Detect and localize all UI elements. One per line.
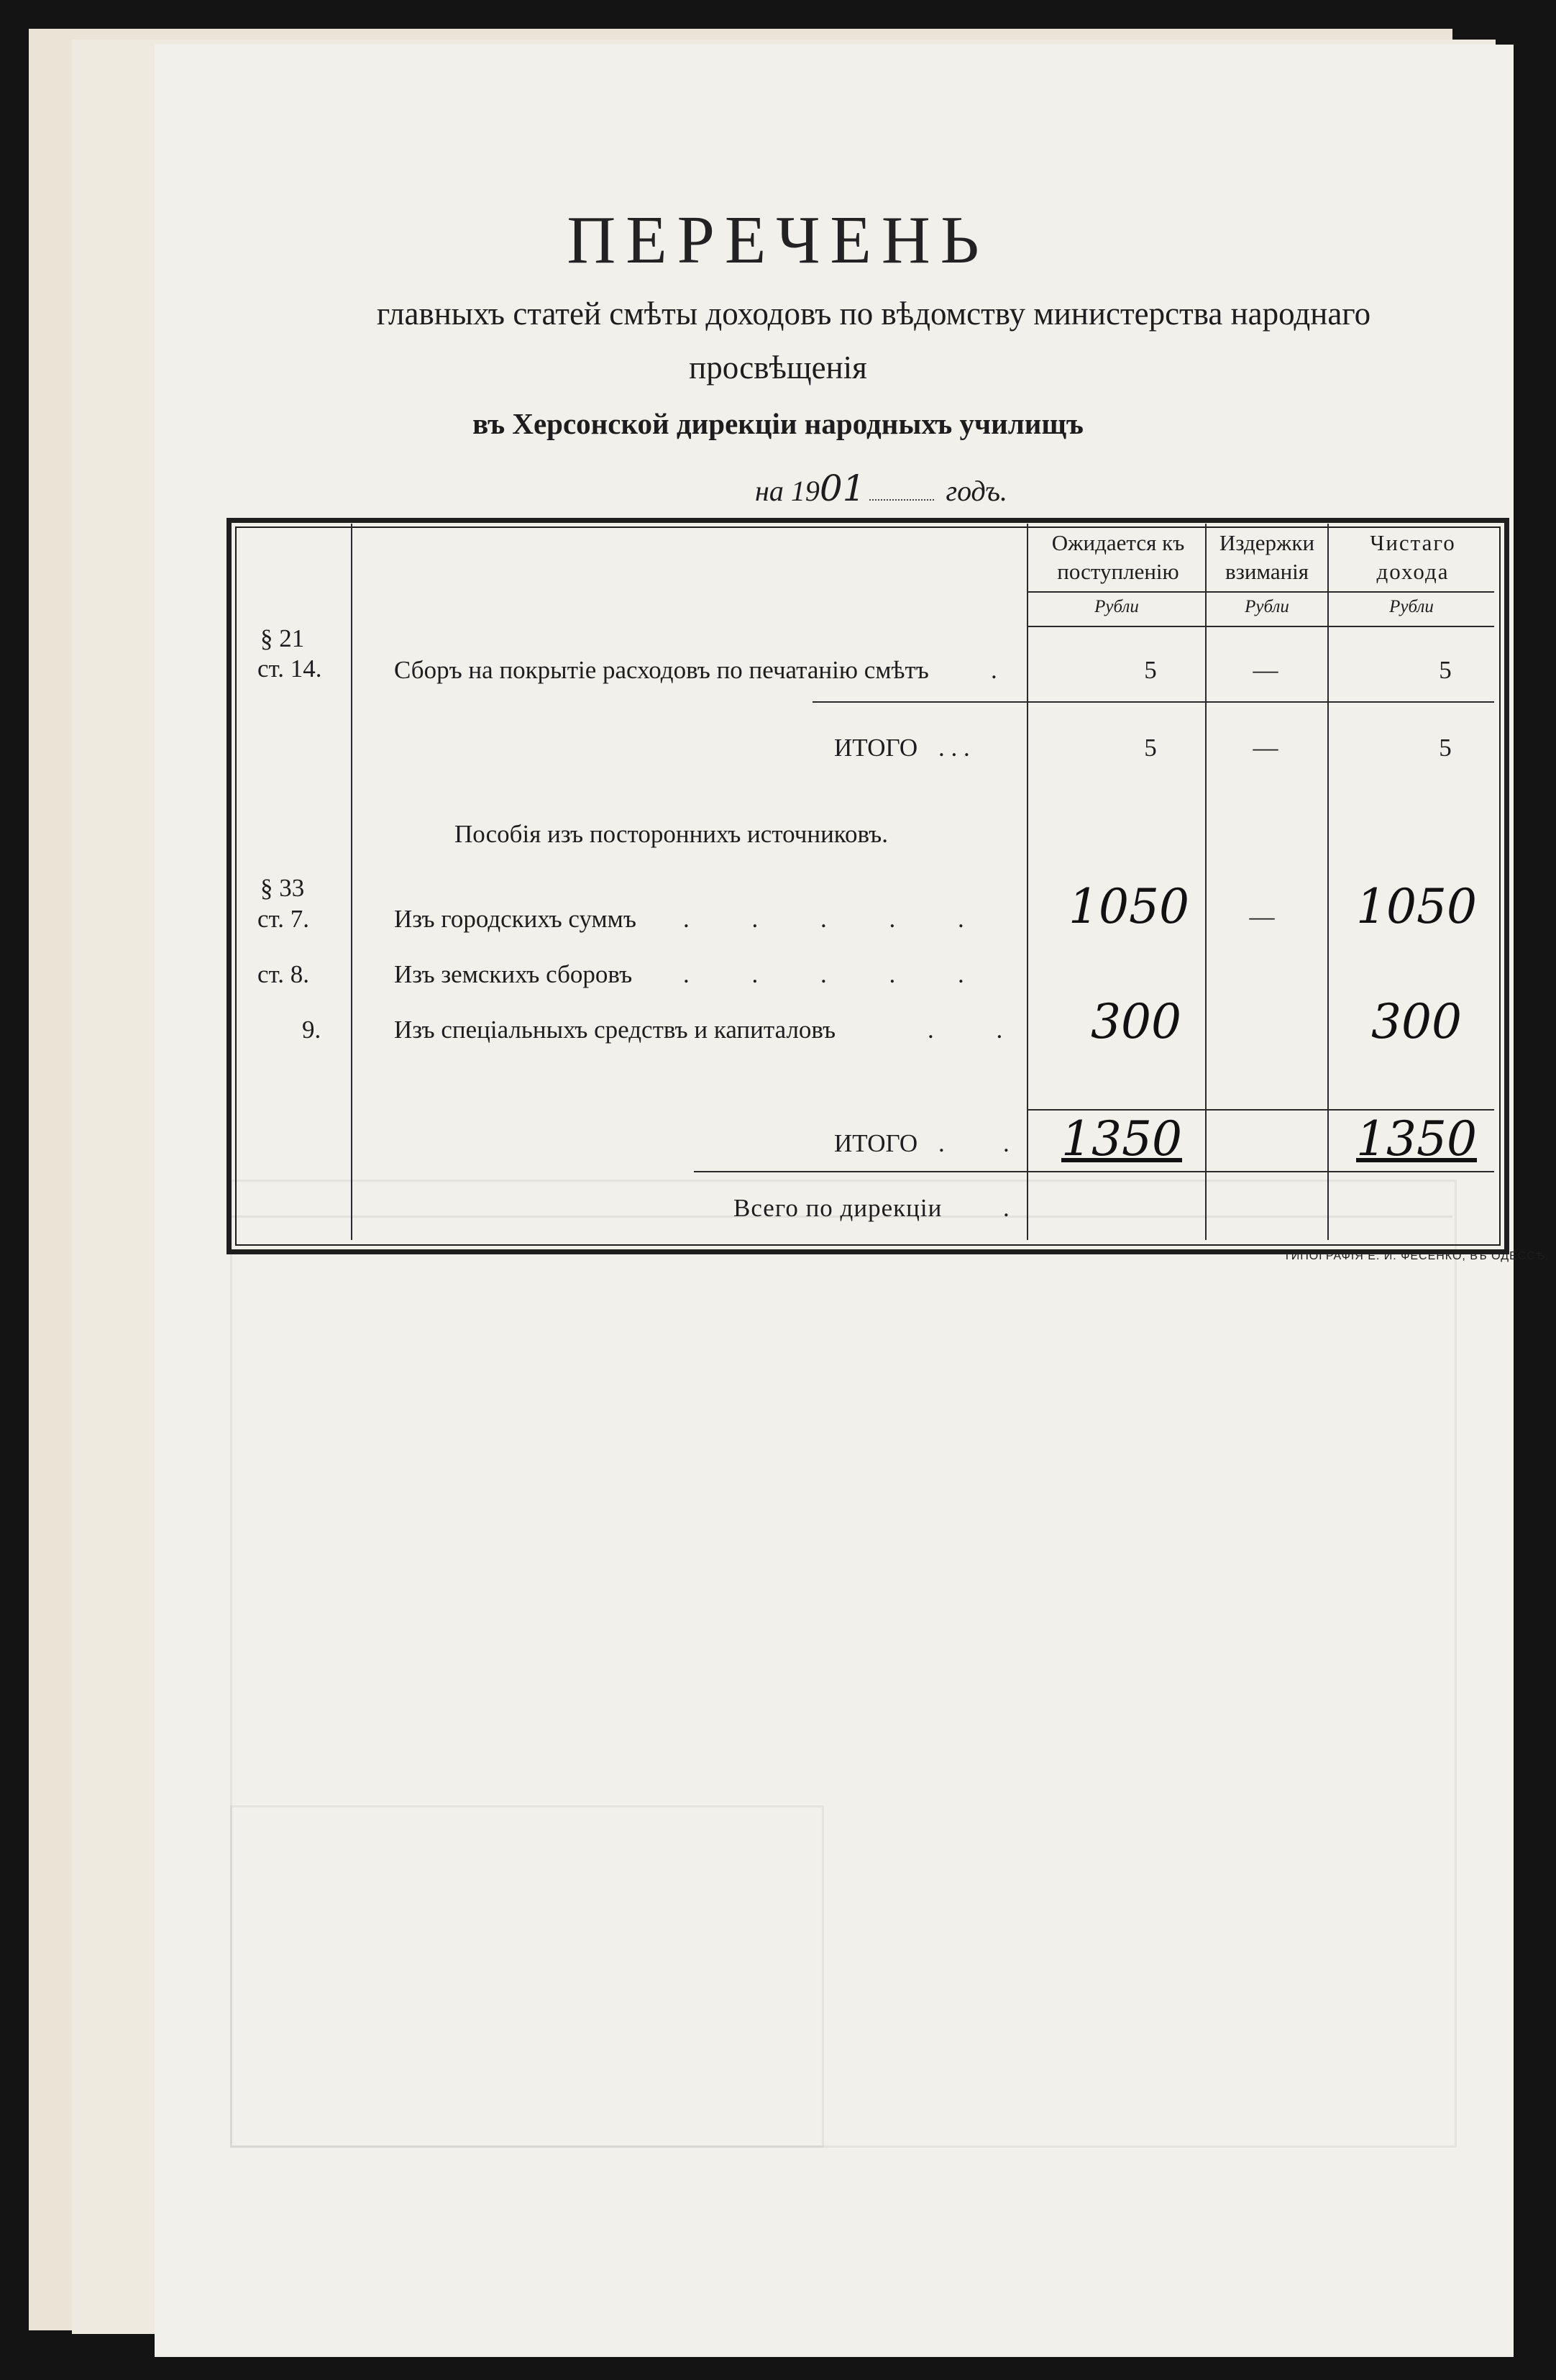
year-suffix: годъ.	[946, 475, 1008, 507]
column-rule	[351, 524, 352, 1240]
subtitle-line-3: въ Херсонской дирекціи народныхъ училищъ	[472, 407, 1084, 440]
total-costs: —	[1253, 734, 1278, 762]
total-rule	[694, 1171, 1494, 1172]
ref-article: ст. 14.	[257, 655, 322, 683]
cell-expected: 5	[1144, 656, 1157, 684]
year-dotted-rule	[869, 499, 934, 501]
total-leader: . . .	[938, 734, 970, 762]
total-net: 1350	[1356, 1111, 1477, 1167]
row-leader: . .	[928, 1016, 1003, 1044]
unit-costs: Рубли	[1245, 597, 1289, 616]
total-leader: .	[938, 1129, 945, 1157]
year-prefix: на	[755, 475, 784, 507]
ref-paragraph: § 33	[260, 874, 305, 902]
row-label: Изъ городскихъ суммъ	[394, 905, 636, 933]
unit-expected: Рубли	[1094, 597, 1139, 616]
cell-net: 5	[1439, 656, 1452, 684]
header-rule	[1027, 626, 1494, 627]
row-leader: . . . . .	[683, 960, 964, 988]
row-label: Изъ земскихъ сборовъ	[394, 960, 633, 988]
column-header-expected: Ожидается къ поступленію	[1051, 530, 1185, 584]
ref-article: ст. 8.	[257, 960, 309, 988]
document-title: ПЕРЕЧЕНЬ	[567, 203, 989, 278]
section-heading: Пособія изъ постороннихъ источниковъ.	[454, 820, 889, 848]
cell-net: 300	[1371, 994, 1462, 1049]
ref-article: 9.	[302, 1016, 321, 1044]
cell-expected: 300	[1091, 994, 1181, 1049]
grand-total-leader: .	[1003, 1194, 1010, 1222]
subtitle-line-2: просвѣщенія	[689, 350, 867, 386]
row-label: Изъ спеціальныхъ средствъ и капиталовъ	[394, 1016, 836, 1044]
printer-imprint: ТИПОГРАФІЯ Е. И. ФЕСЕНКО, ВЪ ОДЕССѢ.	[1283, 1250, 1550, 1262]
bleed-through-table	[230, 1805, 824, 2148]
column-rule	[1205, 524, 1207, 1240]
total-leader: .	[1003, 1129, 1010, 1157]
total-net: 5	[1439, 734, 1452, 762]
row-label: Сборъ на покрытіе расходовъ по печатанію смѣтъ	[394, 656, 929, 684]
subtitle-line-1: главныхъ статей смѣты доходовъ по вѣдомству министерства народнаго	[376, 296, 1371, 332]
unit-net: Рубли	[1389, 597, 1434, 616]
column-rule	[1027, 524, 1028, 1240]
cell-costs: —	[1253, 656, 1278, 684]
header-rule	[1027, 591, 1494, 593]
cell-net: 1050	[1356, 879, 1477, 934]
column-header-costs: Издержки взиманія	[1219, 530, 1315, 584]
year-handwritten: 01	[819, 468, 866, 509]
year-printed: 19	[790, 475, 820, 507]
row-leader: .	[991, 656, 997, 684]
cell-costs: —	[1249, 903, 1275, 931]
row-leader: . . . . .	[683, 905, 964, 933]
column-rule	[1327, 524, 1329, 1240]
grand-total-label: Всего по дирекціи	[733, 1194, 943, 1222]
total-label: ИТОГО	[834, 1129, 918, 1157]
cell-expected: 1050	[1068, 879, 1189, 934]
ref-article: ст. 7.	[257, 905, 309, 933]
column-header-net: Чистаго дохода	[1370, 530, 1456, 584]
ref-paragraph: § 21	[260, 624, 305, 652]
subtotal-rule	[1027, 1109, 1494, 1111]
total-label: ИТОГО	[834, 734, 918, 762]
total-expected: 5	[1144, 734, 1157, 762]
total-expected: 1350	[1061, 1111, 1182, 1167]
subtotal-rule	[813, 701, 1494, 703]
year-line	[755, 468, 1007, 509]
